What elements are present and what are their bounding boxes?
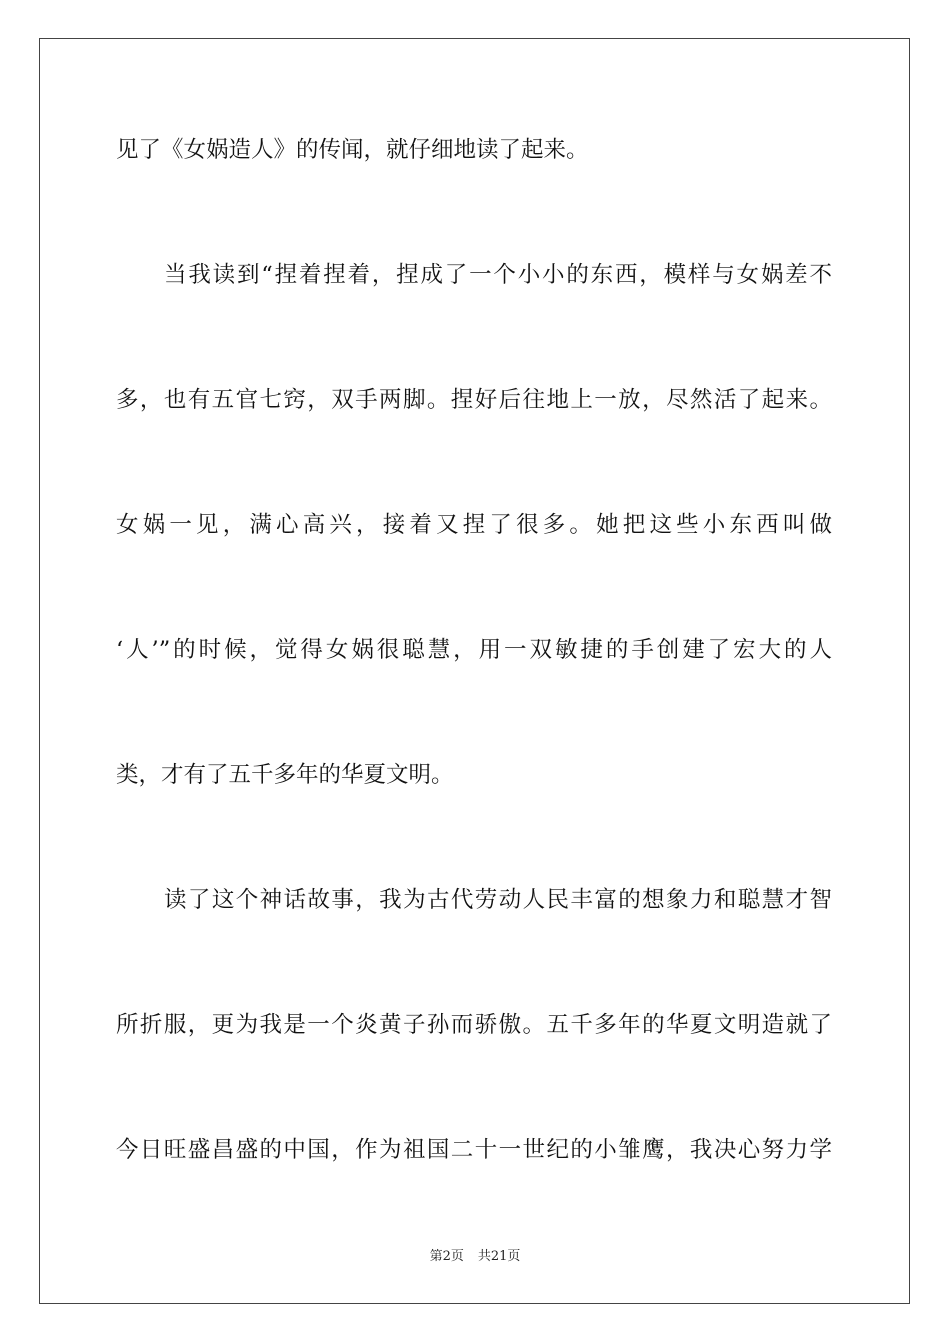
text-line-3: 多，也有五官七窍，双手两脚。捏好后往地上一放，尽然活了起来。 [116, 387, 832, 413]
page-frame [39, 38, 910, 1304]
text-line-1: 见了《女娲造人》的传闻，就仔细地读了起来。 [116, 137, 589, 163]
text-line-8: 所折服，更为我是一个炎黄子孙而骄傲。五千多年的华夏文明造就了 [116, 1012, 832, 1038]
text-line-9: 今日旺盛昌盛的中国，作为祖国二十一世纪的小雏鹰，我决心努力学 [116, 1137, 832, 1163]
text-line-4: 女娲一见，满心高兴，接着又捏了很多。她把这些小东西叫做 [116, 512, 832, 538]
text-line-2: 当我读到“捏着捏着，捏成了一个小小的东西，模样与女娲差不 [164, 262, 832, 288]
page-total: 共21页 [477, 1249, 521, 1264]
page-number: 第2页 [429, 1249, 464, 1264]
text-line-5: ‘人’”的时候，觉得女娲很聪慧，用一双敏捷的手创建了宏大的人 [116, 637, 832, 663]
text-line-6: 类，才有了五千多年的华夏文明。 [116, 762, 454, 788]
page-footer [0, 1248, 950, 1266]
text-line-7: 读了这个神话故事，我为古代劳动人民丰富的想象力和聪慧才智 [164, 887, 832, 913]
